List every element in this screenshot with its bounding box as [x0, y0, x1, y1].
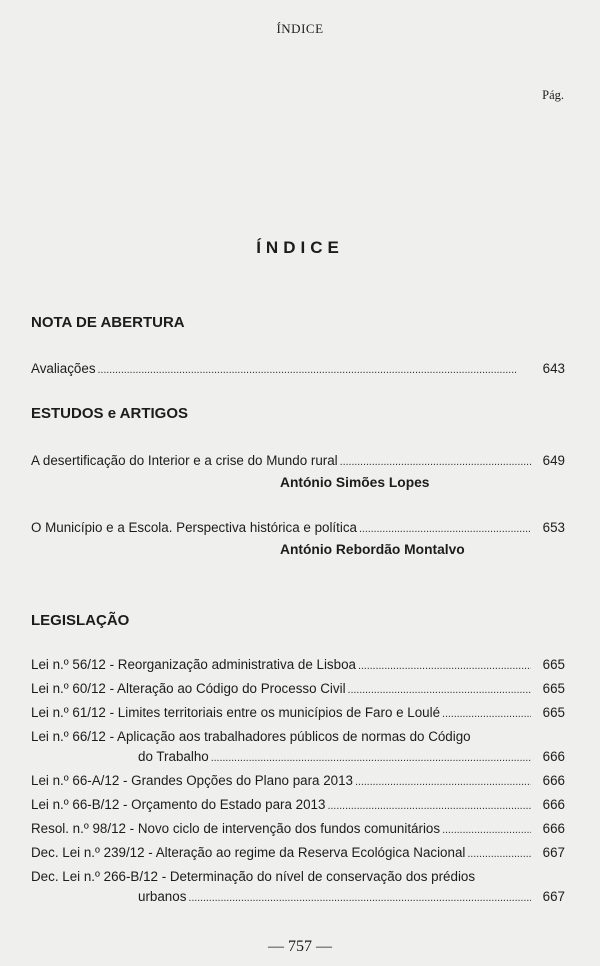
toc-entry-lei-61-12 [31, 705, 565, 722]
dot-leader [188, 889, 531, 906]
toc-entry-page: 665 [542, 681, 565, 696]
toc-entry-title: Dec. Lei n.º 239/12 - Alteração ao regime da Reserva Ecológica Nacional [31, 845, 466, 860]
toc-entry-lei-56-12 [31, 657, 565, 674]
toc-entry-title: Lei n.º 56/12 - Reorganização administrativa de Lisboa [31, 657, 356, 672]
section-heading-nota: NOTA DE ABERTURA [31, 314, 185, 331]
dot-leader [340, 453, 531, 470]
toc-entry-lei-66b-12 [31, 797, 565, 814]
toc-entry-title-line2: do Trabalho [138, 749, 209, 764]
toc-entry-lei-66-12 [31, 729, 565, 766]
toc-entry-municipio-escola [31, 520, 565, 537]
toc-entry-page: 666 [542, 773, 565, 788]
heading-word-e: e [107, 405, 117, 422]
author-name: António Rebordão Montalvo [280, 542, 465, 557]
toc-entry-title: Lei n.º 66-B/12 - Orçamento do Estado para 2013 [31, 797, 326, 812]
toc-entry-lei-66a-12 [31, 773, 565, 790]
dot-leader [98, 361, 531, 378]
dot-leader [359, 520, 531, 537]
toc-entry-title-line2: urbanos [138, 889, 187, 904]
dot-leader [442, 821, 531, 838]
section-heading-estudos [31, 405, 188, 422]
dot-leader [327, 797, 531, 814]
toc-entry-page: 653 [542, 520, 565, 535]
toc-entry-avaliacoes [31, 361, 565, 378]
toc-entry-page: 666 [542, 821, 565, 836]
toc-entry-title-line1: Dec. Lei n.º 266-B/12 - Determinação do nível de conservação dos prédios [31, 869, 476, 884]
page-number: — 757 — [268, 938, 332, 955]
toc-entry-dec-lei-239-12 [31, 845, 565, 862]
toc-entry-title: Resol. n.º 98/12 - Novo ciclo de intervenção dos fundos comunitários [31, 821, 441, 836]
toc-entry-resol-98-12 [31, 821, 565, 838]
running-header: ÍNDICE [276, 21, 324, 36]
page-column-label: Pág. [542, 88, 564, 102]
dot-leader [467, 845, 531, 862]
toc-entry-title-line1: Lei n.º 66/12 - Aplicação aos trabalhadores públicos de normas do Código [31, 729, 471, 744]
toc-entry-desertificacao [31, 453, 565, 470]
toc-entry-title: O Município e a Escola. Perspectiva histórica e política [31, 520, 357, 535]
dot-leader [442, 705, 531, 722]
toc-entry-title: A desertificação do Interior e a crise do Mundo rural [31, 453, 338, 468]
toc-entry-title: Lei n.º 60/12 - Alteração ao Código do Processo Civil [31, 681, 346, 696]
toc-entry-page: 667 [542, 845, 565, 860]
author-name: António Simões Lopes [280, 475, 430, 490]
toc-entry-title: Lei n.º 61/12 - Limites territoriais entre os municípios de Faro e Loulé [31, 705, 441, 720]
dot-leader [355, 773, 531, 790]
heading-word-estudos: ESTUDOS [31, 405, 104, 422]
toc-entry-page: 666 [542, 749, 565, 764]
toc-entry-dec-lei-266b-12 [31, 869, 565, 906]
toc-entry-lei-60-12 [31, 681, 565, 698]
dot-leader [358, 657, 531, 674]
toc-entry-page: 665 [542, 705, 565, 720]
heading-word-artigos: ARTIGOS [119, 405, 188, 422]
index-title: ÍNDICE [256, 238, 344, 257]
dot-leader [211, 749, 531, 766]
toc-entry-page: 643 [542, 361, 565, 376]
toc-entry-title: Avaliações [31, 361, 96, 376]
toc-entry-title: Lei n.º 66-A/12 - Grandes Opções do Plano para 2013 [31, 773, 354, 788]
toc-entry-page: 666 [542, 797, 565, 812]
toc-entry-page: 667 [542, 889, 565, 904]
section-heading-legislacao: LEGISLAÇÃO [31, 612, 130, 629]
dot-leader [348, 681, 531, 698]
toc-entry-page: 665 [542, 657, 565, 672]
toc-entry-page: 649 [542, 453, 565, 468]
